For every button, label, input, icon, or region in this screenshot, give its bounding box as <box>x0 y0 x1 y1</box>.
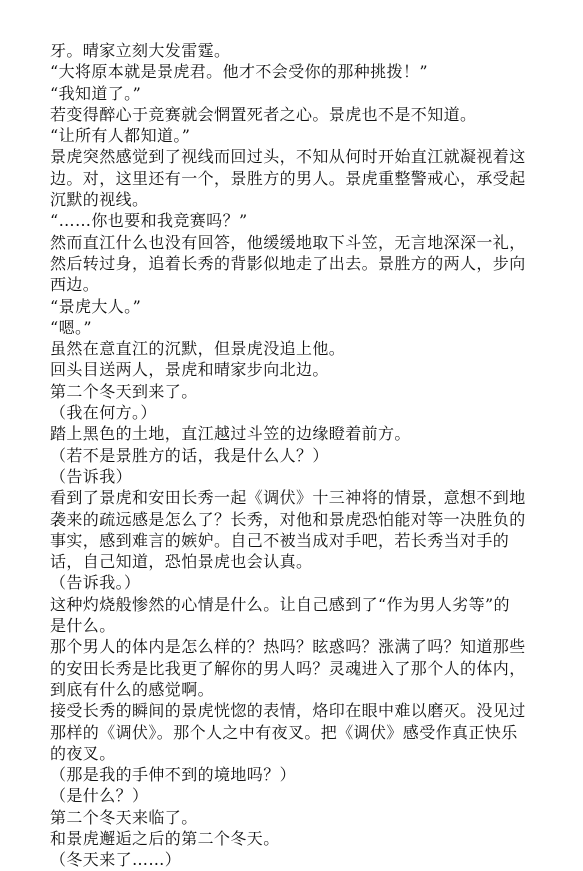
paragraph-20: 这种灼烧般惨然的心情是什么。让自己感到了“作为男人劣等”的是什么。 <box>50 594 510 636</box>
paragraph-24: （是什么？） <box>50 786 149 806</box>
paragraph-16: （若不是景胜方的话，我是什么人？） <box>50 445 329 465</box>
paragraph-3: “我知道了。” <box>50 83 142 103</box>
paragraph-18: 看到了景虎和安田长秀一起《调伏》十三神将的情景，意想不到地袭来的疏远感是怎么了？长秀，对他和景虎恐怕能对等一决胜负的事实，感到难言的嫉妒。自己不被当成对手吧，若长秀当对手的话，自己知道，恐怕景虎也会认真。 <box>50 488 526 572</box>
paragraph-12: 回头目送两人，景虎和晴家步向北边。 <box>50 360 329 380</box>
paragraph-6: 景虎突然感觉到了视线而回过头，不知从何时开始直江就凝视着这边。对，这里还有一个，景胜方的男人。景虎重整警戒心，承受起沉默的视线。 <box>50 147 526 210</box>
paragraph-27: （冬天来了……） <box>50 850 182 870</box>
paragraph-2: “大将原本就是景虎君。他才不会受你的那种挑拨！” <box>50 62 428 82</box>
paragraph-5: “让所有人都知道。” <box>50 126 191 146</box>
paragraph-7: “……你也要和我竞赛吗？” <box>50 211 248 231</box>
paragraph-22: 接受长秀的瞬间的景虎恍惚的表情，烙印在眼中难以磨灭。没见过那样的《调伏》。那个人之中有夜叉。把《调伏》感受作真正快乐的夜叉。 <box>50 701 526 763</box>
paragraph-8: 然而直江什么也没有回答，他缓缓地取下斗笠，无言地深深一礼，然后转过身，追着长秀的背影似地走了出去。景胜方的两人，步向西边。 <box>50 232 526 295</box>
paragraph-9: “景虎大人。” <box>50 296 142 316</box>
paragraph-17: （告诉我） <box>50 466 133 486</box>
paragraph-26: 和景虎邂逅之后的第二个冬天。 <box>50 828 280 848</box>
paragraph-10: “嗯。” <box>50 317 92 337</box>
paragraph-1: 牙。晴家立刻大发雷霆。 <box>50 41 231 60</box>
paragraph-25: 第二个冬天来临了。 <box>50 807 198 827</box>
paragraph-11: 虽然在意直江的沉默，但景虎没追上他。 <box>50 339 346 359</box>
paragraph-13: 第二个冬天到来了。 <box>50 381 198 401</box>
paragraph-23: （那是我的手伸不到的境地吗？） <box>50 765 297 785</box>
paragraph-21: 那个男人的体内是怎么样的？热吗？眩惑吗？涨满了吗？知道那些的安田长秀是比我更了解你的男人吗？灵魂进入了那个人的体内，到底有什么的感觉啊。 <box>50 637 526 699</box>
paragraph-15: 踏上黑色的土地，直江越过斗笠的边缘瞪着前方。 <box>50 424 411 444</box>
paragraph-4: 若变得醉心于竞赛就会惘置死者之心。景虎也不是不知道。 <box>50 104 477 124</box>
document-page <box>50 40 526 871</box>
paragraph-14: （我在何方。） <box>50 403 157 423</box>
paragraph-19: （告诉我。） <box>50 573 141 593</box>
